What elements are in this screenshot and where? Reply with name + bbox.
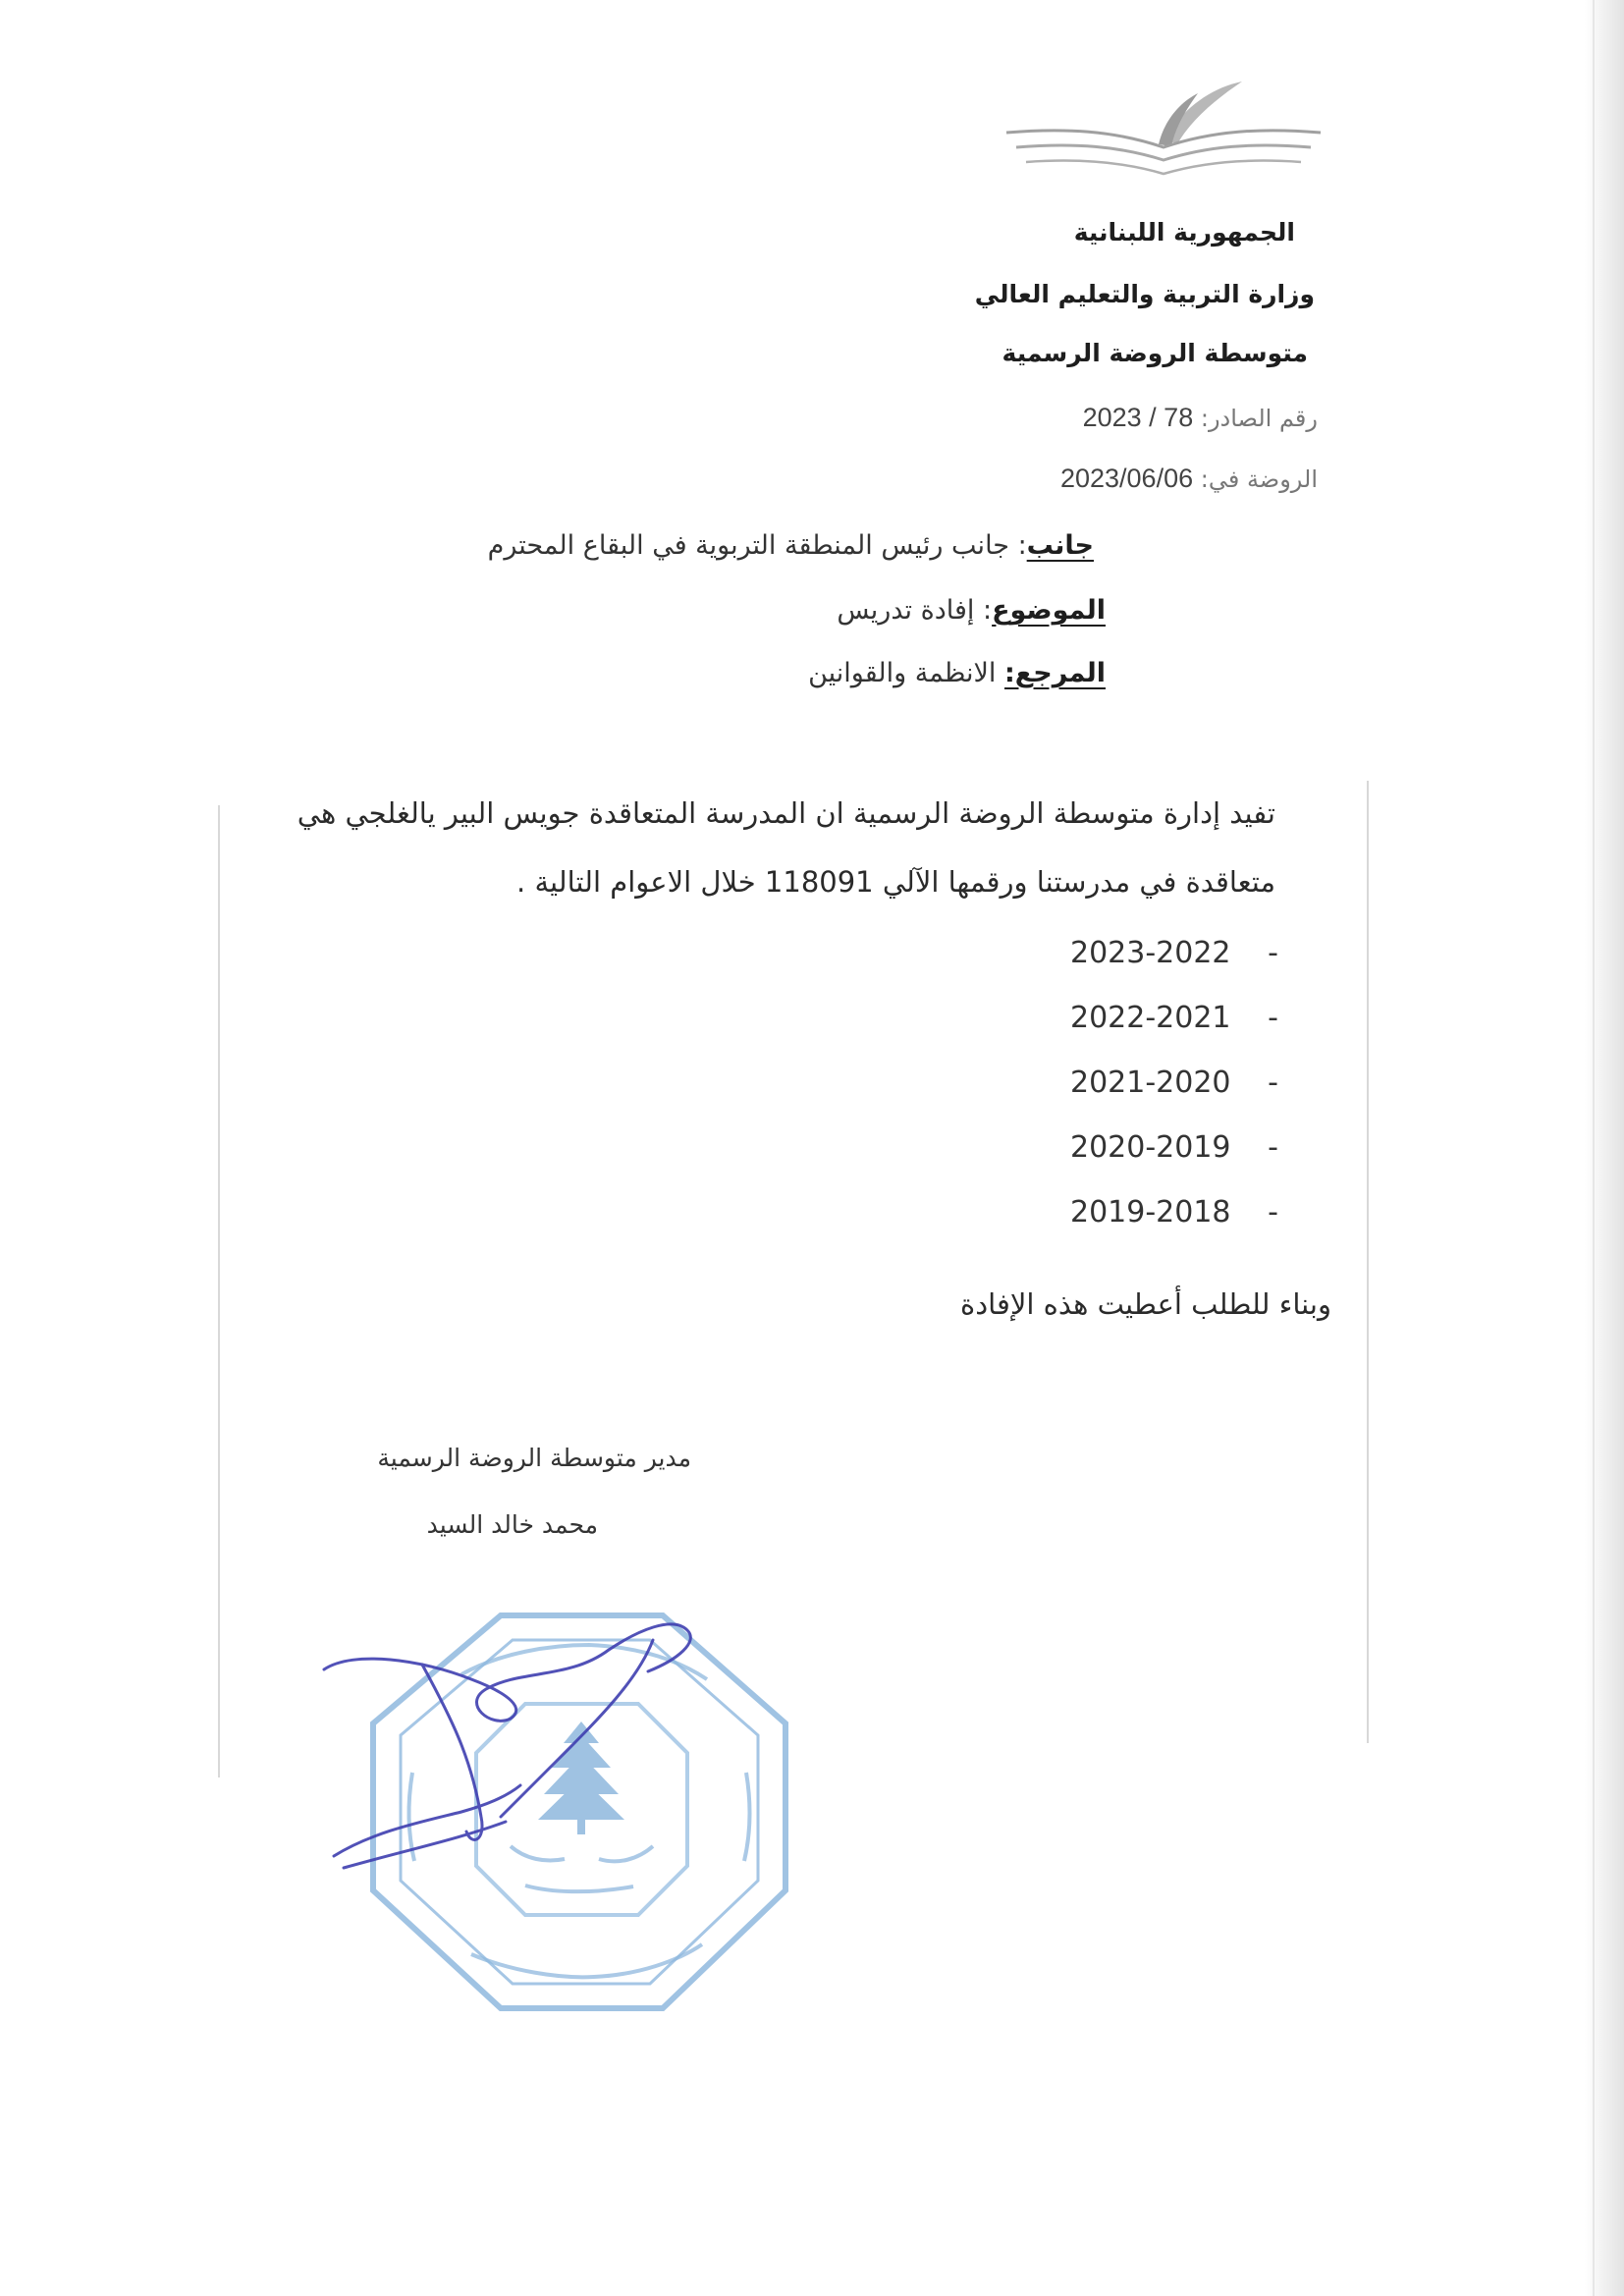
reference-value: الانظمة والقوانين: [808, 658, 1004, 688]
signatory-name: محمد خالد السيد: [426, 1510, 598, 1539]
reference-label: المرجع:: [1004, 658, 1106, 688]
year-item: [1070, 1066, 1296, 1130]
date-line: [1060, 464, 1318, 494]
year-item: [1070, 936, 1296, 1001]
year-value: 2023-2022: [1070, 936, 1231, 970]
list-dash: -: [1268, 1195, 1278, 1230]
closing-sentence: وبناء للطلب أعطيت هذه الإفادة: [960, 1287, 1331, 1321]
signatory-title: مدير متوسطة الروضة الرسمية: [377, 1444, 691, 1472]
list-dash: -: [1268, 1001, 1278, 1035]
year-item: [1070, 1195, 1296, 1260]
year-item: [1070, 1130, 1296, 1195]
handwritten-signature: [314, 1611, 727, 1886]
republic-name: الجمهورية اللبنانية: [1073, 218, 1295, 246]
year-value: 2022-2021: [1070, 1001, 1231, 1035]
subject-value: : إفادة تدريس: [837, 595, 993, 626]
addressee-label: جانب: [1026, 530, 1094, 561]
list-dash: -: [1268, 1130, 1278, 1165]
reference-line: [808, 658, 1106, 688]
year-item: [1070, 1001, 1296, 1066]
scan-edge: [1585, 0, 1624, 2296]
reference-number-label: رقم الصادر:: [1200, 405, 1318, 432]
list-dash: -: [1268, 936, 1278, 970]
body-paragraph: [294, 786, 1275, 909]
date-value: 2023/06/06: [1059, 464, 1194, 493]
body-line-1: تفيد إدارة متوسطة الروضة الرسمية ان المدرسة المتعاقدة جويس البير يالغلجي هي: [297, 796, 1275, 830]
scan-artifact-line-right: [1367, 781, 1369, 1743]
list-dash: -: [1268, 1066, 1278, 1100]
year-value: 2020-2019: [1070, 1130, 1231, 1165]
body-line-2: متعاقدة في مدرستنا ورقمها الآلي 118091 خلال الاعوام التالية .: [516, 865, 1275, 899]
subject-label: الموضوع: [992, 595, 1106, 626]
school-name: متوسطة الروضة الرسمية: [1001, 339, 1308, 367]
reference-number-line: [1083, 403, 1318, 433]
scan-artifact-line-left: [218, 805, 220, 1777]
addressee-value: : جانب رئيس المنطقة التربوية في البقاع المحترم: [487, 530, 1027, 561]
year-value: 2019-2018: [1070, 1195, 1231, 1230]
ministry-logo: [997, 74, 1330, 182]
addressee-line: [488, 530, 1094, 561]
subject-line: [837, 595, 1106, 626]
ministry-name: وزارة التربية والتعليم العالي: [974, 280, 1315, 308]
date-label: الروضة في:: [1200, 465, 1318, 493]
year-value: 2021-2020: [1070, 1066, 1231, 1100]
scan-edge-line: [1593, 0, 1595, 2296]
years-list: [1070, 936, 1296, 1260]
reference-number-value: 78 / 2023: [1082, 403, 1194, 432]
